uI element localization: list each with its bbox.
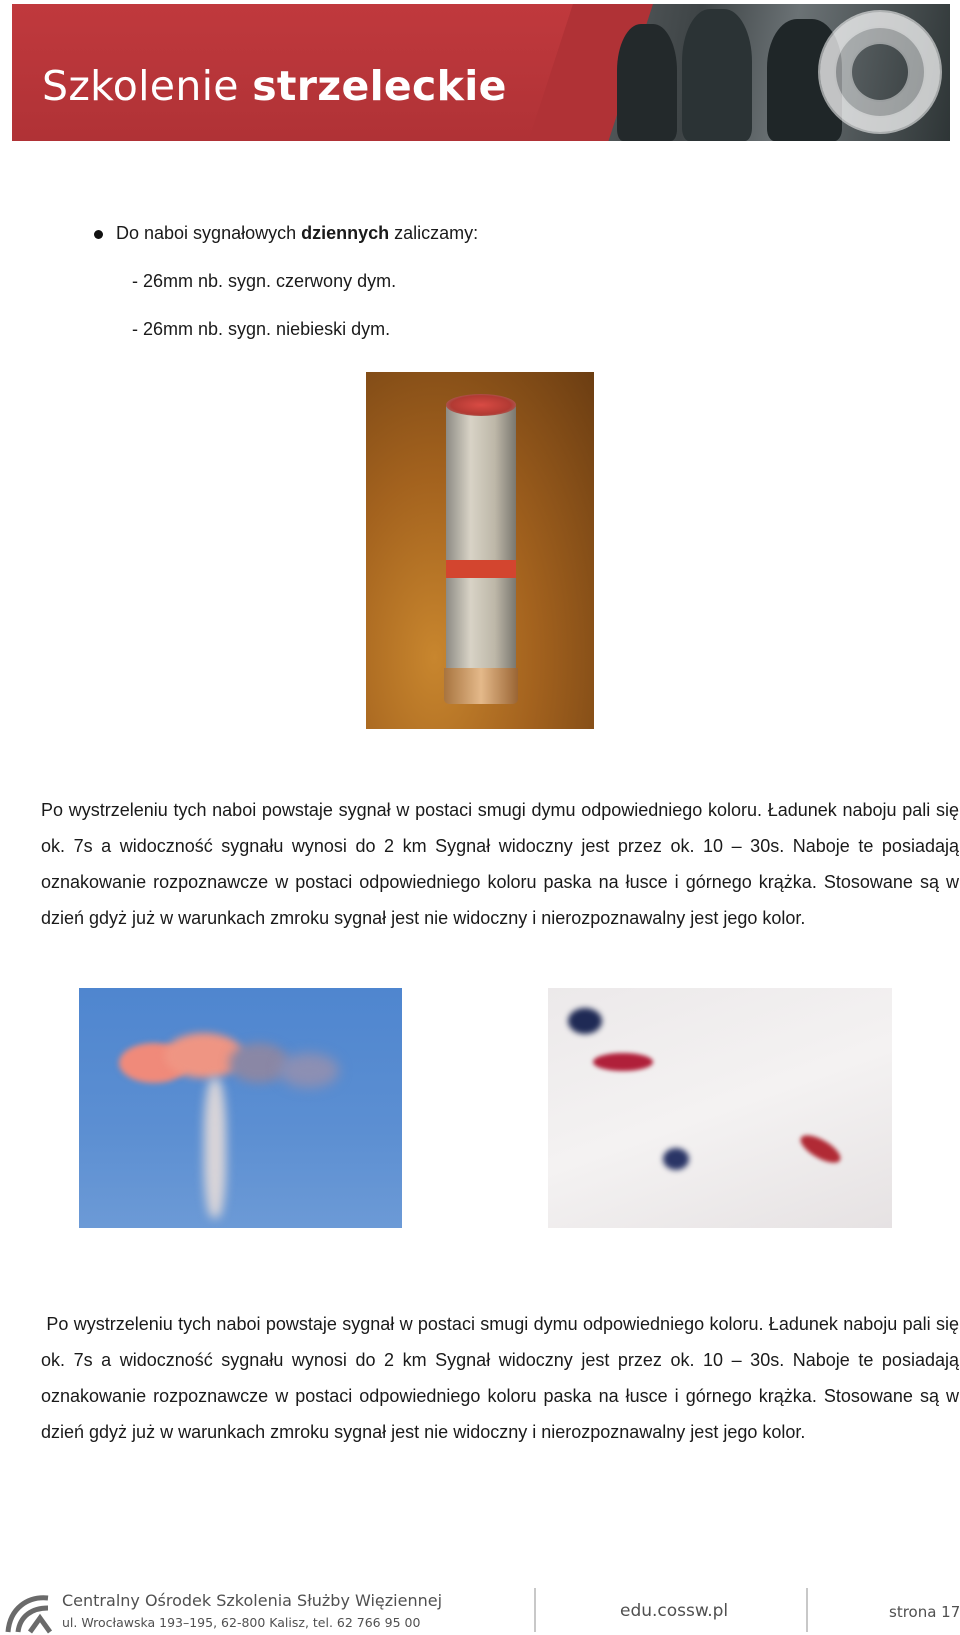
bullet-text-pre: Do naboi sygnałowych (116, 223, 302, 243)
cartridge-red-band (446, 560, 516, 578)
smoke-puff (279, 1053, 339, 1088)
photo-figure-1 (617, 24, 677, 141)
blue-smoke-photo (548, 988, 892, 1228)
target-icon (818, 10, 942, 134)
list-item: - 26mm nb. sygn. czerwony dym. (132, 271, 397, 291)
cartridge-base (444, 668, 518, 704)
footer-divider (806, 1588, 808, 1632)
smoke-puff (797, 1130, 845, 1168)
header-banner (12, 4, 950, 141)
title-light: Szkolenie (42, 62, 239, 110)
footer-divider (534, 1588, 536, 1632)
page-number: strona 17 (889, 1603, 960, 1621)
page-title (42, 62, 507, 110)
bullet-icon (94, 230, 103, 239)
bullet-text (116, 223, 478, 244)
smoke-trail (204, 1078, 226, 1218)
smoke-puff (229, 1043, 289, 1083)
footer-address: ul. Wrocławska 193–195, 62-800 Kalisz, tel. 62 766 95 00 (62, 1615, 421, 1630)
red-smoke-photo (79, 988, 402, 1228)
paragraph-1: Po wystrzeleniu tych naboi powstaje sygnał w postaci smugi dymu odpowiedniego koloru. Ładunek naboju pali się ok. 7s a widoczność sygnału wynosi do 2 km Sygnał widoczny jest przez ok. 10 – 30s. Naboje te posiadają oznakowanie rozpoznawcze w postaci odpowiedniego koloru paska na łusce i górnego krążka. Stosowane są w dzień gdyż już w warunkach zmroku sygnał jest nie widoczny i nierozpoznawalny jest jego kolor. (41, 800, 959, 928)
cartridge-casing (446, 402, 516, 702)
smoke-puff (568, 1008, 602, 1034)
cartridge-top-disc (446, 394, 516, 416)
paragraph-2: Po wystrzeleniu tych naboi powstaje sygnał w postaci smugi dymu odpowiedniego koloru. Ładunek naboju pali się ok. 7s a widoczność sygnału wynosi do 2 km Sygnał widoczny jest przez ok. 10 – 30s. Naboje te posiadają oznakowanie rozpoznawcze w postaci odpowiedniego koloru paska na łusce i górnego krążka. Stosowane są w dzień gdyż już w warunkach zmroku sygnał jest nie widoczny i nierozpoznawalny jest jego kolor. (41, 1314, 959, 1442)
footer-organization: Centralny Ośrodek Szkolenia Służby Więziennej (62, 1591, 443, 1610)
cossw-logo-icon (4, 1588, 54, 1634)
smoke-puff (663, 1148, 689, 1170)
footer-website-link[interactable]: edu.cossw.pl (620, 1601, 729, 1621)
photo-figure-2 (682, 9, 752, 141)
title-bold: strzeleckie (252, 62, 507, 110)
header-photo (587, 4, 950, 141)
bullet-text-post: zaliczamy: (389, 223, 479, 243)
cartridge-photo (366, 372, 594, 729)
smoke-puff (593, 1053, 653, 1071)
bullet-text-bold: dziennych (301, 223, 390, 243)
list-item: - 26mm nb. sygn. niebieski dym. (132, 319, 391, 339)
